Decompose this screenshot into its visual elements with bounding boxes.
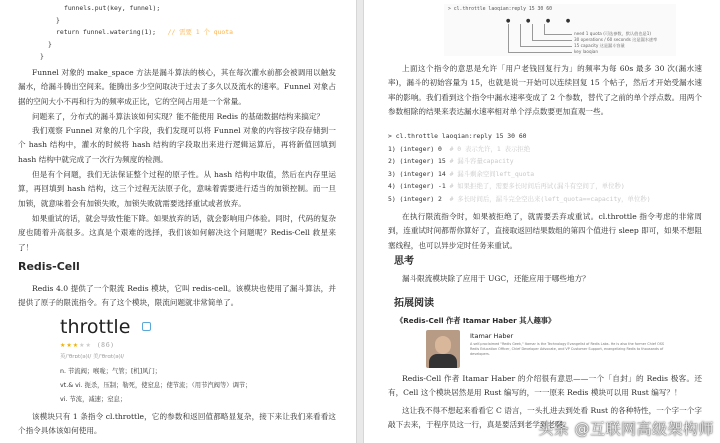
heading-extended-reading: 拓展阅读: [394, 298, 434, 309]
left-page: [0, 0, 356, 443]
paragraph: 这让我不得不想起来看看它 C 语言，一头扎进去到处看 Rust 的各种特性，一个字一个字敲下去来，于程序员这一行，真是要活到老学到老啊。: [388, 406, 702, 430]
console-line: 3) (integer) 14 # 漏斗剩余空间left_quota: [388, 169, 535, 178]
audio-icon: [142, 322, 151, 331]
paragraph: 问题来了，分布式的漏斗算法该如何实现？能不能使用 Redis 的基础数据结构来搞定？: [32, 112, 325, 121]
console-line: 2) (integer) 15 # 漏斗容量capacity: [388, 157, 514, 166]
author-card: [426, 330, 670, 368]
author-name: Itamar Haber: [470, 332, 514, 340]
code-line: }: [56, 16, 60, 24]
console-line: 4) (integer) -1 # 如果拒绝了，需要多长时间后再试(漏斗有空间了，单位秒): [388, 182, 625, 191]
dictionary-card: [60, 316, 300, 406]
book-gutter: [356, 0, 364, 443]
console-line: 1) (integer) 0 # 0 表示允许，1 表示拒绝: [388, 144, 531, 153]
phonetic: 英/'θrɒt(ə)l/ 美/'θrɑt(ə)l/: [60, 354, 125, 360]
paragraph: Redis-Cell 作者 Itamar Haber 的介绍很有意思——一个「自封」的 Redis 极客。还有，Cell 这个模块居然是用 Rust 编写的，一一原来 Redis 模块可以用 Rust 编写？！: [388, 374, 702, 398]
dict-definition: n. 节流阀；喉咙；气管；[机]风门；: [60, 368, 162, 375]
code-line: }: [40, 52, 44, 60]
paragraph: 在执行限流指令时，如果被拒绝了，就需要丢弃或重试。cl.throttle 指令考虑的非常周到，连重试时间都帮你算好了，直接取返回结果数组的第四个值进行 sleep 即可，如果不想阻塞线程，也可以异步定时任务来重试。: [388, 212, 702, 250]
author-photo: [426, 330, 460, 368]
paragraph: 但是有个问题，我们无法保证整个过程的原子性。从 hash 结构中取值，然后在内存里运算，再回填到 hash 结构，这三个过程无法原子化，意味着需要进行适当的加锁控制。而一旦加锁，就意味着会有加锁失败，加锁失败就需要选择重试或者放弃。: [18, 170, 336, 208]
term-label: 15 capacity 这是漏斗容量: [574, 43, 625, 48]
param-markers: ● ● ● ●: [506, 18, 578, 24]
paragraph: 如果重试的话，就会导致性能下降。如果放弃的话，就会影响用户体验。同时，代码的复杂度也随着升高很多。这真是个艰难的选择，我们该如何解决这个问题呢？Redis-Cell 救星来了！: [18, 214, 336, 252]
right-page: [364, 0, 720, 443]
rating-stars: ★★★★★ (86): [60, 342, 115, 349]
dict-definition: vt.& vi. 扼杀，压制；勒死，使窒息；使节流；（用节汽阀等）调节；: [60, 382, 252, 389]
paragraph: 该模块只有 1 条指令 cl.throttle，它的参数和返回值都略显复杂，接下来让我们来看看这个指令具体该如何使用。: [18, 412, 336, 436]
code-line: funnels.put(key, funnel);: [64, 4, 161, 12]
terminal-diagram: [444, 4, 676, 56]
console-line: 5) (integer) 2 # 多长时间后，漏斗完全空出来(left_quota==capacity，单位秒): [388, 194, 651, 203]
dict-definition: vi. 节流，减速；窒息；: [60, 396, 127, 403]
author-bio: A self-proclaimed "Redis Geek," Itamar is the Technology Evangelist of Redis Labs. He is also the former Chief OSS Redis Education Officer, Chief Developer Advocate, and VP Customer Support, evangelizing Redis to thousands of developers.: [470, 342, 665, 357]
heading-think: 思考: [394, 256, 414, 267]
code-comment: // 需要 1 个 quota: [167, 28, 233, 36]
paragraph: 漏斗限流模块除了应用于 UGC，还能应用于哪些地方？: [402, 274, 590, 283]
paragraph: Funnel 对象的 make_space 方法是漏斗算法的核心，其在每次灌水前都会被调用以触发漏水，给漏斗腾出空间来。能腾出多少空间取决于过去了多久以及流水的速率。Funnel 对象占据的空间大小不再和行为的频率成正比，它的空间占用是一个常量。: [18, 68, 336, 106]
console-command: > cl.throttle laoqian:reply 15 30 60: [388, 132, 527, 140]
dict-word: throttle: [60, 316, 131, 338]
paragraph: 我们观察 Funnel 对象的几个字段，我们发现可以将 Funnel 对象的内容按字段存储到一个 hash 结构中，灌水的时候将 hash 结构的字段取出来进行逻辑运算后，再将新值回填到 hash 结构中就完成了一次行为频度的检测。: [18, 126, 336, 164]
code-snippet: [36, 2, 233, 62]
paragraph: 上面这个指令的意思是允许「用户老钱回复行为」的频率为每 60s 最多 30 次(漏水速率)，漏斗的初始容量为 15，也就是说一开始可以连续回复 15 个帖子，然后才开始受漏水速率的影响。我们看到这个指令中漏水速率变成了 2 个参数，替代了之前的单个浮点数。用两个参数相除的结果来表达漏水速率相对单个浮点数要更加直观一些。: [388, 64, 702, 117]
terminal-command: > cl.throttle laoqian:reply 15 30 60: [448, 7, 552, 12]
paragraph: Redis 4.0 提供了一个限流 Redis 模块，它叫 redis-cell。该模块也使用了漏斗算法，并提供了原子的限流指令。有了这个模块，限流问题就非常简单了。: [18, 284, 336, 308]
code-line: return funnel.watering(1); // 需要 1 个 quota: [56, 28, 233, 36]
article-title: 《Redis-Cell 作者 Itamar Haber 其人趣事》: [396, 316, 556, 325]
section-heading: Redis-Cell: [18, 260, 80, 273]
term-label: 30 operations / 60 seconds 这是漏水速率: [574, 37, 658, 42]
console-output: [388, 130, 651, 206]
code-line: }: [48, 40, 52, 48]
term-label: need 1 quota (可选参数，默认值也是1): [574, 31, 652, 36]
watermark: 头条 @互联网高级架构师: [538, 420, 714, 438]
term-label: key laoqian: [574, 49, 598, 54]
